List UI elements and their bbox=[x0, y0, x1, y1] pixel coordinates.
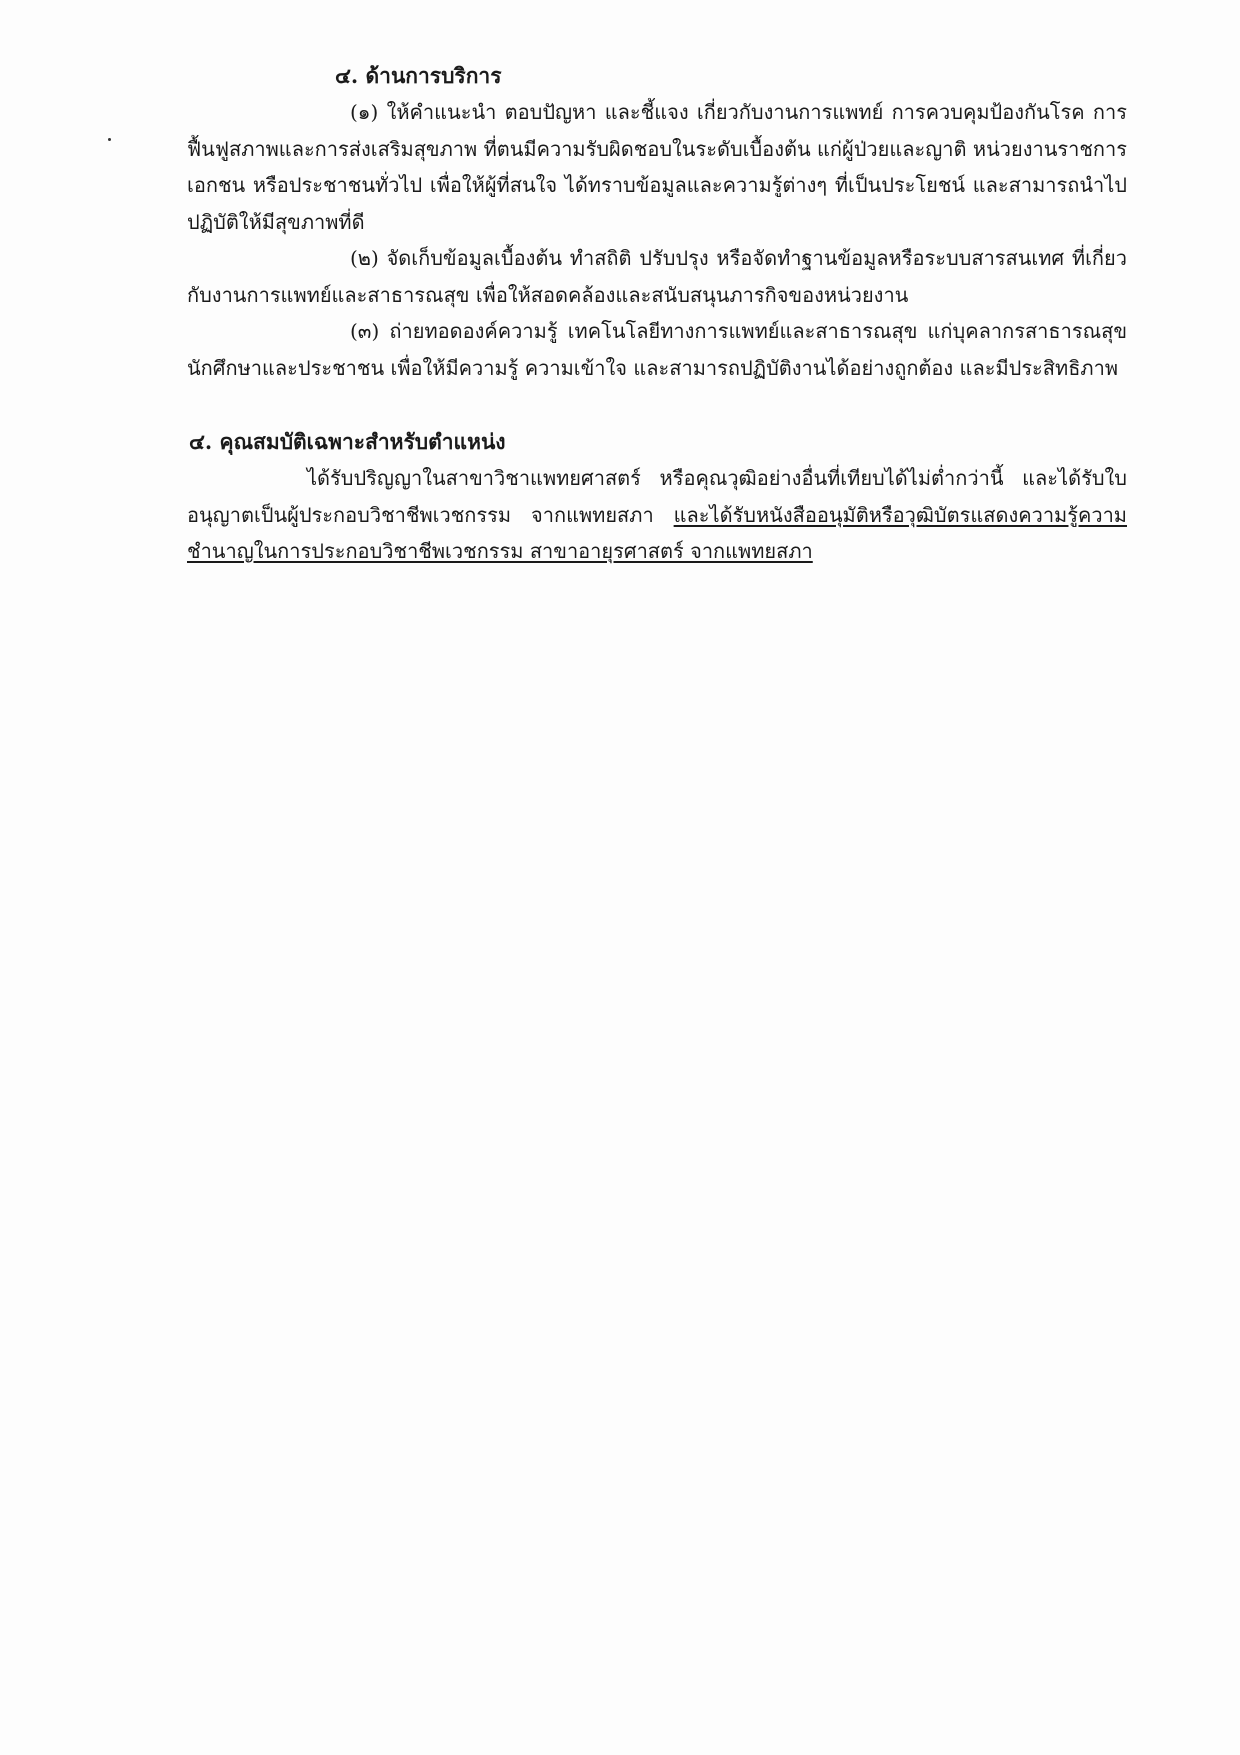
section-title-qualification: ๔. คุณสมบัติเฉพาะสำหรับตำแหน่ง bbox=[189, 429, 506, 454]
service-item-1: (๑) ให้คำแนะนำ ตอบปัญหา และชี้แจง เกี่ยวกับงานการแพทย์ การควบคุมป้องกันโรค การฟื้นฟูสภาพและการส่งเสริมสุขภาพ ที่ตนมีความรับผิดชอบในระดับเบื้องต้น แก่ผู้ป่วยและญาติ หน่วยงานราชการ เอกชน หรือประชาชนทั่วไป เพื่อให้ผู้ที่สนใจ ได้ทราบข้อมูลและความรู้ต่างๆ ที่เป็นประโยชน์ และสามารถนำไปปฏิบัติให้มีสุขภาพที่ดี bbox=[187, 100, 1127, 234]
service-item-3: (๓) ถ่ายทอดองค์ความรู้ เทคโนโลยีทางการแพทย์และสาธารณสุข แก่บุคลากรสาธารณสุขนักศึกษาและประชาชน เพื่อให้มีความรู้ ความเข้าใจ และสามารถปฏิบัติงานได้อย่างถูกต้อง และมีประสิทธิภาพ bbox=[187, 319, 1127, 380]
qualification-underlined-text: และได้รับหนังสืออนุมัติหรือวุฒิบัตรแสดงความรู้ความชำนาญในการประกอบวิชาชีพเวชกรรม สาขาอายุรศาสตร์ จากแพทยสภา bbox=[187, 502, 1127, 563]
service-item-2: (๒) จัดเก็บข้อมูลเบื้องต้น ทำสถิติ ปรับปรุง หรือจัดทำฐานข้อมูลหรือระบบสารสนเทศ ที่เกี่ยวกับงานการแพทย์และสาธารณสุข เพื่อให้สอดคล้องและสนับสนุนภารกิจของหน่วยงาน bbox=[187, 246, 1127, 307]
qualification-paragraph bbox=[187, 460, 1127, 570]
section-spacer bbox=[187, 386, 1127, 424]
document-body bbox=[187, 58, 1127, 570]
scan-speck bbox=[108, 138, 111, 141]
section-title-service: ๔. ด้านการบริการ bbox=[335, 63, 502, 88]
qualification-text: ได้รับปริญญาในสาขาวิชาแพทยศาสตร์ หรือคุณวุฒิอย่างอื่นที่เทียบได้ไม่ต่ำกว่านี้ และได้รับใบอนุญาตเป็นผู้ประกอบวิชาชีพเวชกรรม จากแพทยสภา bbox=[187, 466, 1127, 527]
